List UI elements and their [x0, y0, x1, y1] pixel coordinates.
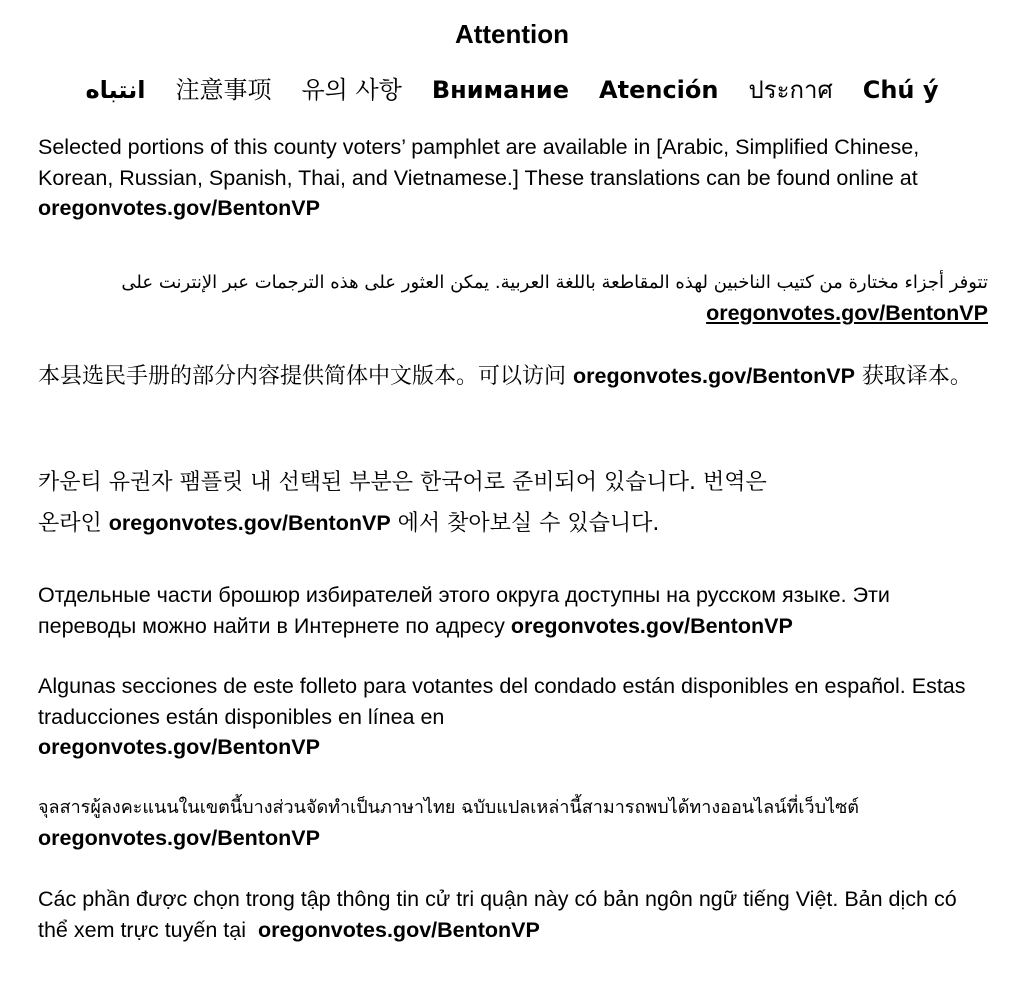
paragraph-thai [38, 793, 988, 854]
paragraph-chinese [38, 360, 988, 393]
attention-vietnamese: Chú ý [862, 76, 939, 104]
paragraph-vietnamese [38, 884, 988, 945]
attention-korean: 유의 사항 [301, 76, 402, 104]
attention-arabic: انتباه [85, 76, 146, 104]
attention-spanish: Atención [599, 76, 719, 104]
russian-url-link[interactable]: oregonvotes.gov/BentonVP [510, 613, 793, 638]
english-url-link[interactable]: oregonvotes.gov/BentonVP [38, 196, 320, 220]
chinese-text-after: 获取译本。 [854, 364, 972, 389]
korean-line-1: 카운티 유권자 팸플릿 내 선택된 부분은 한국어로 준비되어 있습니다. 번역은 [38, 470, 767, 495]
attention-russian: Внимание [431, 76, 570, 104]
spanish-text: Algunas secciones de este folleto para votantes del condado están disponibles en español. Estas traducciones están disponibles en línea en [38, 674, 966, 729]
page-title: Attention [454, 19, 570, 49]
vietnamese-text: Các phần được chọn trong tập thông tin cử tri quận này có bản ngôn ngữ tiếng Việt. Bản dịch có thể xem trực tuyến tại [38, 887, 963, 942]
korean-text-after: 에서 찾아보실 수 있습니다. [390, 511, 660, 536]
paragraph-spanish [38, 671, 988, 763]
chinese-text-before: 本县选民手册的部分内容提供简体中文版本。可以访问 [38, 364, 573, 389]
paragraph-english [38, 132, 988, 224]
korean-url-link[interactable]: oregonvotes.gov/BentonVP [108, 511, 391, 535]
russian-text: Отдельные части брошюр избирателей этого округа доступны на русском языке. Эти переводы можно найти в Интернете по адресу [38, 583, 890, 638]
chinese-url-link[interactable]: oregonvotes.gov/BentonVP [573, 364, 855, 388]
attention-chinese: 注意事项 [175, 76, 272, 104]
korean-text-before: 온라인 [38, 511, 109, 536]
thai-url-link[interactable]: oregonvotes.gov/BentonVP [38, 826, 320, 850]
thai-text: จุลสารผู้ลงคะแนนในเขตนี้บางส่วนจัดทำเป็นภาษาไทย ฉบับแปลเหล่านี้สามารถพบได้ทางออนไลน์ที่เว็บไซต์ [38, 797, 859, 818]
arabic-url-link[interactable]: oregonvotes.gov/BentonVP [706, 301, 988, 325]
vietnamese-url-link[interactable]: oregonvotes.gov/BentonVP [257, 917, 540, 942]
paragraph-russian [38, 580, 988, 641]
paragraph-korean [38, 462, 988, 544]
spanish-url-link[interactable]: oregonvotes.gov/BentonVP [38, 735, 320, 759]
attention-thai: ประกาศ [748, 76, 833, 104]
paragraph-arabic [38, 268, 988, 328]
language-attention-row [0, 72, 1024, 112]
english-text: Selected portions of this county voters’ pamphlet are available in [Arabic, Simplified Chinese, Korean, Russian, Spanish, Thai, and Vietnamese.] These translations can be found online at [38, 135, 920, 190]
arabic-text: تتوفر أجزاء مختارة من كتيب الناخبين لهذه المقاطعة باللغة العربية. يمكن العثور على هذه الترجمات عبر الإنترنت على [121, 272, 988, 293]
